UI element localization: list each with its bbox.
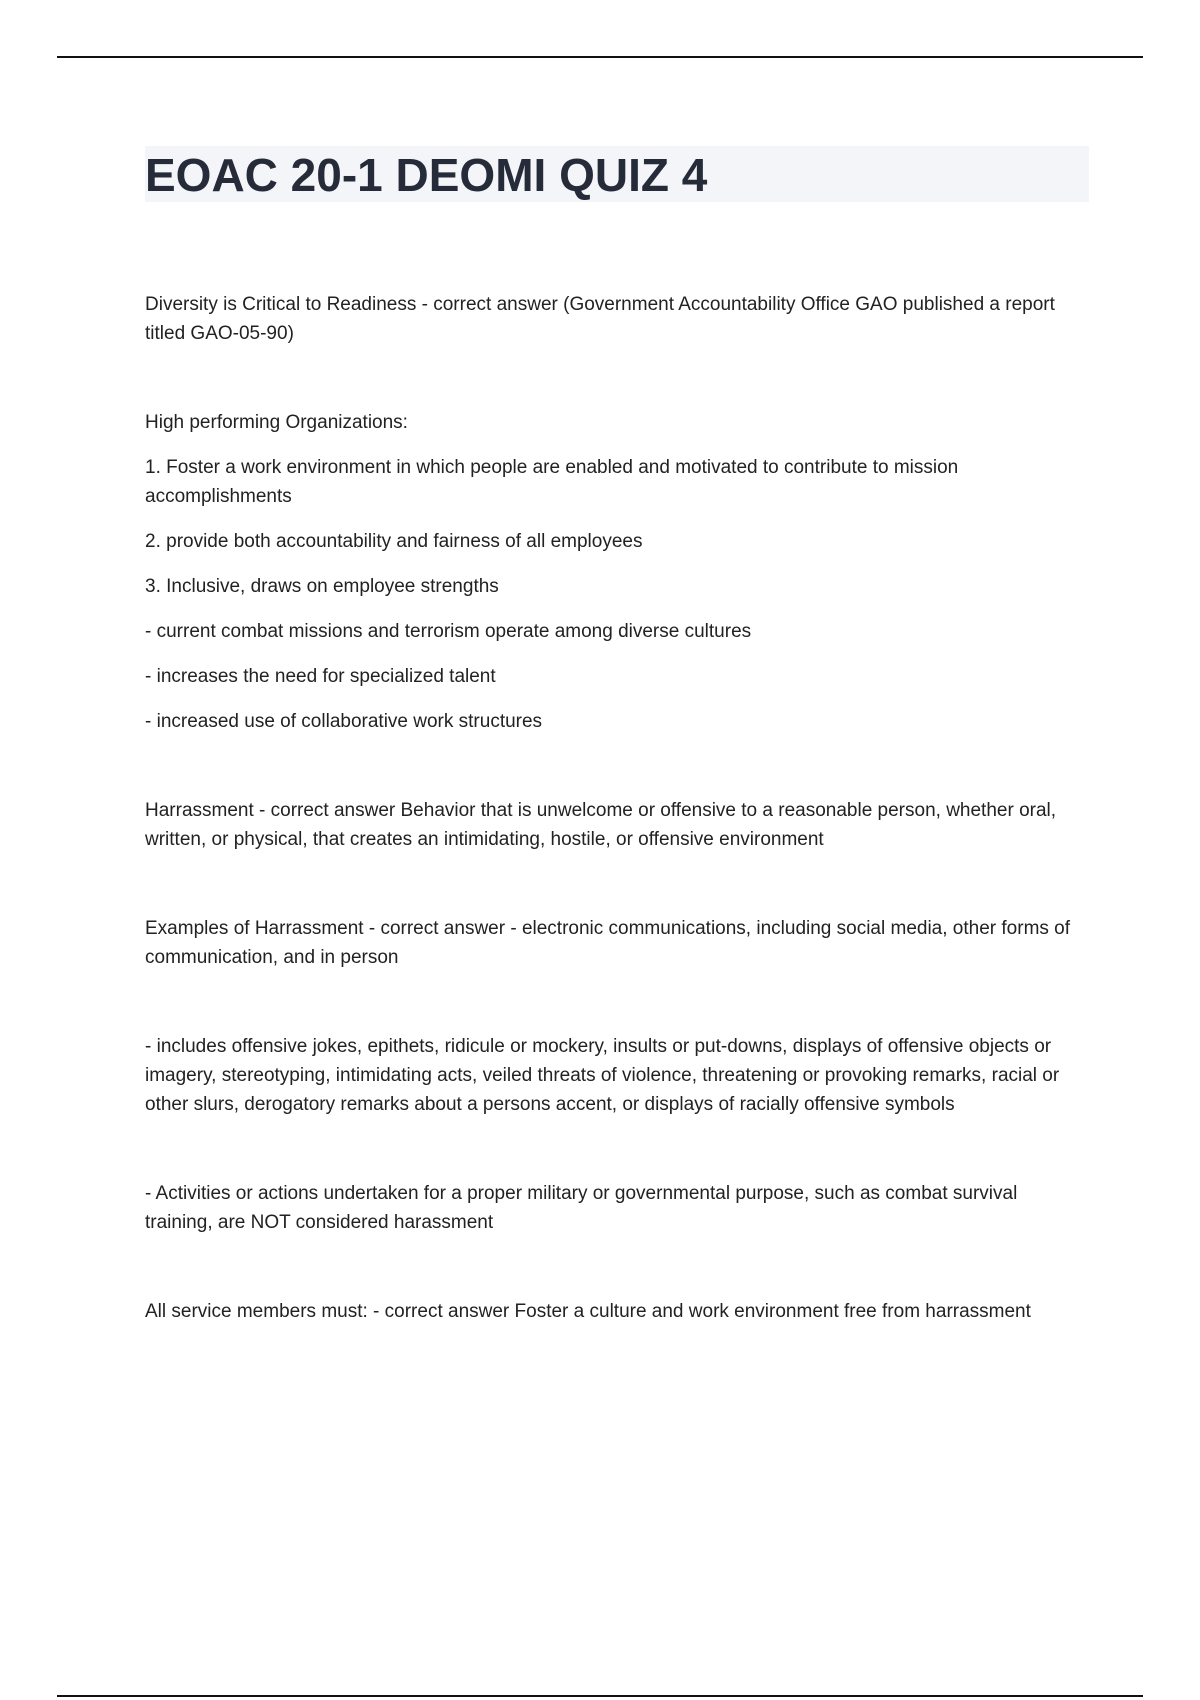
- bottom-rule: [57, 1695, 1143, 1697]
- document-body: [145, 290, 1089, 1326]
- paragraph-harrassment: Harrassment - correct answer Behavior that is unwelcome or offensive to a reasonable person, whether oral, written, or physical, that creates an intimidating, hostile, or offensive environment: [145, 800, 1057, 850]
- list-item: 3. Inclusive, draws on employee strengths: [145, 576, 499, 597]
- list-item: 2. provide both accountability and fairness of all employees: [145, 531, 643, 552]
- list-item: - increased use of collaborative work structures: [145, 711, 543, 732]
- paragraph-includes: - includes offensive jokes, epithets, ridicule or mockery, insults or put-downs, displays of offensive objects or imagery, stereotyping, intimidating acts, veiled threats of violence, threatening or provoking remarks, racial or other slurs, derogatory remarks about a persons accent, or displays of racially offensive symbols: [145, 1036, 1060, 1115]
- list-item: 1. Foster a work environment in which people are enabled and motivated to contribute to mission accomplishments: [145, 457, 959, 507]
- paragraph-examples: Examples of Harrassment - correct answer - electronic communications, including social media, other forms of communication, and in person: [145, 918, 1071, 968]
- title-banner: [145, 146, 1089, 202]
- page-title: EOAC 20-1 DEOMI QUIZ 4: [145, 149, 708, 201]
- paragraph-high-performing: High performing Organizations:: [145, 412, 408, 433]
- list-item: - increases the need for specialized talent: [145, 666, 496, 687]
- top-rule: [57, 56, 1143, 58]
- paragraph-diversity: Diversity is Critical to Readiness - correct answer (Government Accountability Office GAO published a report titled GAO-05-90): [145, 294, 1055, 344]
- list-item: - current combat missions and terrorism operate among diverse cultures: [145, 621, 752, 642]
- paragraph-service-members: All service members must: - correct answer Foster a culture and work environment free from harrassment: [145, 1301, 1031, 1322]
- paragraph-activities: - Activities or actions undertaken for a proper military or governmental purpose, such as combat survival training, are NOT considered harassment: [145, 1183, 1018, 1233]
